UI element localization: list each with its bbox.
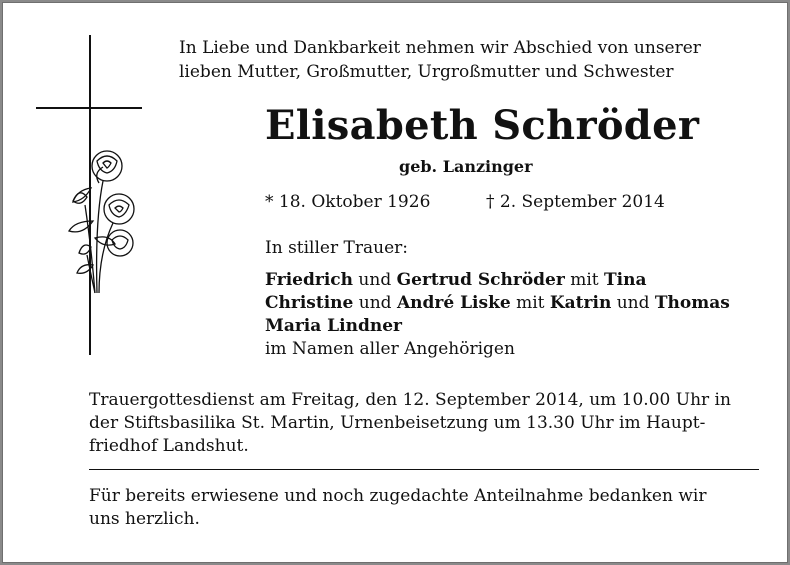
service-line: friedhof Landshut.: [89, 436, 249, 456]
connector-text: und: [611, 293, 655, 313]
mourners-list: [265, 269, 765, 361]
service-text: [89, 389, 759, 458]
intro-line: lieben Mutter, Großmutter, Urgroßmutter und Schwester: [179, 62, 674, 82]
connector-text: und: [353, 270, 397, 290]
mourners-line: [265, 269, 765, 292]
thanks-line: Für bereits erwiesene und noch zugedachte Anteilnahme bedanken wir: [89, 486, 707, 506]
deceased-name: Elisabeth Schröder: [265, 102, 700, 149]
birth-date: * 18. Oktober 1926: [265, 192, 431, 212]
service-line: Trauergottesdienst am Freitag, den 12. September 2014, um 10.00 Uhr in: [89, 390, 731, 410]
mourners-line: [265, 292, 765, 315]
mourner-name: Katrin: [549, 293, 612, 313]
mourner-name: André Liske: [396, 293, 511, 313]
mourner-name: Friedrich: [265, 270, 354, 290]
mourners-closing: im Namen aller Angehörigen: [265, 339, 515, 359]
maiden-name: geb. Lanzinger: [399, 157, 533, 176]
mourner-name: Gertrud Schröder: [396, 270, 565, 290]
connector-text: und: [353, 293, 397, 313]
cross-with-roses-icon: [33, 33, 153, 363]
divider: [89, 469, 759, 470]
obituary-card: [2, 2, 788, 563]
mourner-name: Thomas: [654, 293, 730, 313]
death-date: † 2. September 2014: [486, 192, 665, 212]
thanks-text: [89, 485, 759, 531]
intro-line: In Liebe und Dankbarkeit nehmen wir Abschied von unserer: [179, 38, 701, 58]
mourner-name: Christine: [265, 293, 354, 313]
connector-text: mit: [564, 270, 605, 290]
mourners-heading: In stiller Trauer:: [265, 238, 408, 258]
thanks-line: uns herzlich.: [89, 509, 200, 529]
connector-text: mit: [510, 293, 550, 313]
mourner-name: Maria Lindner: [265, 316, 402, 336]
mourner-name: Tina: [604, 270, 647, 290]
intro-text: [179, 36, 769, 84]
mourners-line: [265, 315, 765, 338]
service-line: der Stiftsbasilika St. Martin, Urnenbeisetzung um 13.30 Uhr im Haupt-: [89, 413, 706, 433]
